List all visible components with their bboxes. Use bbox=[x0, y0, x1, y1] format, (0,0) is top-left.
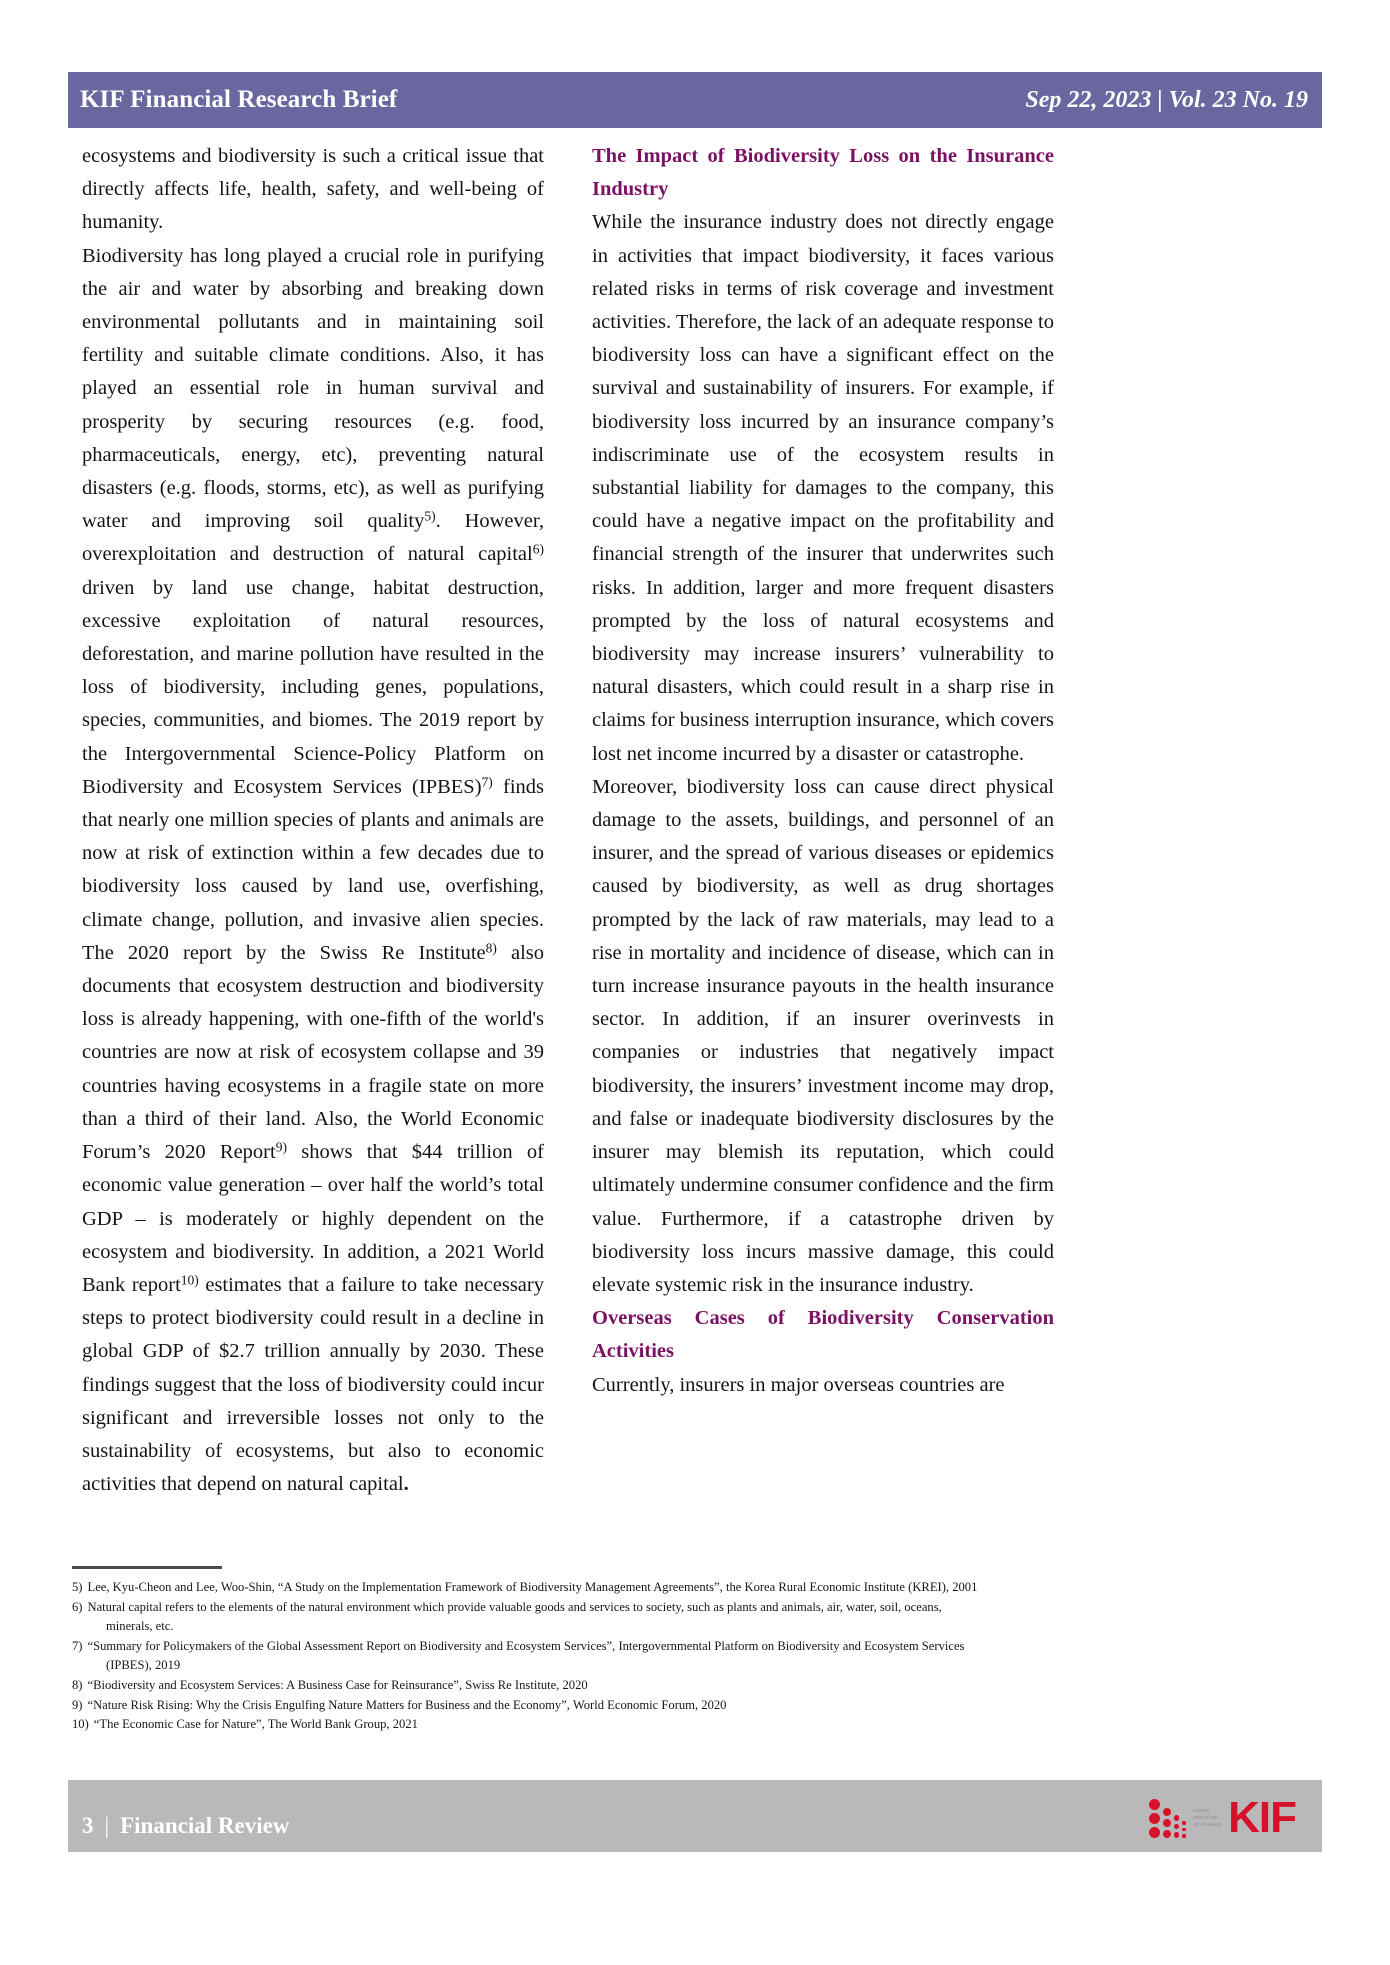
section-heading-insurance-impact: The Impact of Biodiversity Loss on the Insurance Industry bbox=[592, 145, 1054, 201]
kif-logo bbox=[1149, 1793, 1296, 1842]
paragraph-text: ecosystems and biodiversity is such a critical issue that directly affects life, health, safety, and well-being of humanity. bbox=[82, 145, 544, 234]
paragraph-biodiversity-role bbox=[82, 240, 544, 1502]
footnote-item bbox=[72, 1715, 1322, 1734]
paragraph-physical-damage: Moreover, biodiversity loss can cause direct physical damage to the assets, buildings, and personnel of an insurer, and the spread of various diseases or epidemics caused by biodiversity, as well as drug shortages prompted by the lack of raw materials, may lead to a rise in mortality and incidence of disease, which can in turn increase insurance payouts in the health insurance sector. In addition, if an insurer overinvests in companies or industries that negatively impact biodiversity, the insurers’ investment income may drop, and false or inadequate biodiversity disclosures by the insurer may blemish its reputation, which could ultimately undermine consumer confidence and the firm value. Furthermore, if a catastrophe driven by biodiversity loss incurs massive damage, this could elevate systemic risk in the insurance industry. bbox=[592, 775, 1054, 1296]
logo-dot bbox=[1174, 1832, 1180, 1838]
footnote-marker: 9) bbox=[275, 1139, 287, 1155]
logo-dot bbox=[1182, 1828, 1186, 1832]
paragraph-text: estimates that a failure to take necessary steps to protect biodiversity could result in a decline in global GDP of $2.7 trillion annually by 2030. These findings suggest that the loss of biodiversity could incur significant and irreversible losses not only to the sustainability of ecosystems, but also to economic activities that depend on natural capital bbox=[82, 1273, 544, 1496]
paragraph-text: . However, overexploitation and destruction of natural capital bbox=[82, 510, 545, 566]
footnote-list bbox=[72, 1578, 1322, 1734]
kif-dot-matrix-icon bbox=[1149, 1799, 1186, 1838]
left-column bbox=[82, 140, 544, 1501]
paragraph-text: also documents that ecosystem destruction and biodiversity loss is already happening, with one-fifth of the world's countries are now at risk of ecosystem collapse and 39 countries having ecosystems in a fragile state on more than a third of their land. Also, the World Economic Forum’s 2020 Report bbox=[82, 941, 544, 1164]
footnote-item bbox=[72, 1578, 1322, 1597]
kif-wordmark: KIF bbox=[1228, 1793, 1296, 1842]
footnote-text: “Nature Risk Rising: Why the Crisis Engulfing Nature Matters for Business and the Economy”, World Economic Forum, 2020 bbox=[87, 1697, 727, 1712]
footnote-continuation: minerals, etc. bbox=[106, 1619, 174, 1634]
dot-column bbox=[1174, 1815, 1180, 1838]
footnote-text: Natural capital refers to the elements of the natural environment which provide valuable goods and services to society, such as plants and animals, air, water, soil, oceans, bbox=[87, 1599, 942, 1614]
logo-dot bbox=[1149, 1799, 1160, 1810]
footnote-number: 7) bbox=[72, 1638, 83, 1653]
footer-publication-name: Financial Review bbox=[120, 1813, 290, 1838]
logo-dot bbox=[1174, 1815, 1180, 1821]
paragraph-text: finds that nearly one million species of plants and animals are now at risk of extinction within a few decades due to biodiversity loss caused by land use, overfishing, climate change, pollution, and invasive alien species. The 2020 report by the Swiss Re Institute bbox=[82, 775, 545, 964]
footnote-continuation: (IPBES), 2019 bbox=[106, 1658, 181, 1673]
dot-column bbox=[1163, 1808, 1171, 1838]
logo-dot bbox=[1163, 1830, 1171, 1838]
kif-microtext-line: KOREA bbox=[1193, 1808, 1210, 1813]
footnote-marker: 10) bbox=[180, 1272, 199, 1288]
logo-dot bbox=[1182, 1821, 1186, 1825]
kif-microtext-line: OF FINANCE bbox=[1193, 1822, 1223, 1827]
paragraph-text: Biodiversity has long played a crucial role in purifying the air and water by absorbing and breaking down environmental pollutants and in maintaining soil fertility and suitable climate conditions. Also, it has played an essential role in human survival and prosperity by securing resources (e.g. food, pharmaceuticals, energy, etc), preventing natural disasters (e.g. floods, storms, etc), as well as purifying water and improving soil quality bbox=[82, 244, 544, 533]
footnote-marker: 6) bbox=[532, 541, 544, 557]
footnote-item bbox=[72, 1598, 1322, 1617]
page-number: 3 bbox=[82, 1813, 94, 1838]
footnote-text: “Summary for Policymakers of the Global Assessment Report on Biodiversity and Ecosystem Services”, Intergovernmental Platform on Biodiversity and Ecosystem Services bbox=[87, 1638, 965, 1653]
logo-dot bbox=[1149, 1813, 1160, 1824]
footer-separator: | bbox=[104, 1813, 110, 1838]
paragraph-continuation bbox=[82, 140, 544, 240]
paragraph-text: driven by land use change, habitat destruction, excessive exploitation of natural resources, deforestation, and marine pollution have resulted in the loss of biodiversity, including genes, populations, species, communities, and biomes. The 2019 report by the Intergovernmental Science-Policy Platform on Biodiversity and Ecosystem Services (IPBES) bbox=[82, 576, 544, 798]
footnote-number: 9) bbox=[72, 1697, 83, 1712]
footnote-text: “Biodiversity and Ecosystem Services: A Business Case for Reinsurance”, Swiss Re Institute, 2020 bbox=[87, 1677, 588, 1692]
logo-dot bbox=[1182, 1834, 1186, 1838]
kif-microtext-line: INSTITUTE bbox=[1193, 1815, 1218, 1820]
paragraph-overseas-intro: Currently, insurers in major overseas countries are bbox=[592, 1373, 1005, 1396]
footnotes-section bbox=[72, 1566, 1322, 1735]
issue-date-volume: Sep 22, 2023 | Vol. 23 No. 19 bbox=[1025, 86, 1308, 113]
footnote-number: 10) bbox=[72, 1717, 89, 1732]
dot-column bbox=[1149, 1799, 1160, 1838]
page-footer-bar bbox=[68, 1780, 1322, 1852]
body-columns bbox=[82, 140, 1310, 1501]
paragraph-insurance-risks: While the insurance industry does not directly engage in activities that impact biodiversity, it faces various related risks in terms of risk coverage and investment activities. Therefore, the lack of an adequate response to biodiversity loss can have a significant effect on the survival and sustainability of insurers. For example, if biodiversity loss incurred by an insurance company’s indiscriminate use of the ecosystem results in substantial liability for damages to the company, this could have a negative impact on the profitability and financial strength of the insurer that underwrites such risks. In addition, larger and more frequent disasters prompted by the loss of natural ecosystems and biodiversity may increase insurers’ vulnerability to natural disasters, which could result in a sharp rise in claims for business interruption insurance, which covers lost net income incurred by a disaster or catastrophe. bbox=[592, 211, 1054, 765]
footnote-marker: 5) bbox=[424, 508, 436, 524]
logo-dot bbox=[1163, 1819, 1171, 1827]
right-column bbox=[592, 140, 1054, 1501]
footnote-number: 8) bbox=[72, 1677, 83, 1692]
kif-microtext bbox=[1192, 1808, 1223, 1828]
paragraph-text: . bbox=[403, 1473, 409, 1496]
footnote-item bbox=[72, 1637, 1322, 1656]
footnote-text: “The Economic Case for Nature”, The World Bank Group, 2021 bbox=[93, 1717, 418, 1732]
dot-column bbox=[1182, 1821, 1186, 1838]
footnote-separator-rule bbox=[72, 1566, 222, 1569]
footnote-number: 6) bbox=[72, 1599, 83, 1614]
footnote-marker: 8) bbox=[485, 940, 497, 956]
footnote-marker: 7) bbox=[481, 774, 493, 790]
section-heading-overseas-cases: Overseas Cases of Biodiversity Conservation Activities bbox=[592, 1307, 1054, 1363]
logo-dot bbox=[1149, 1827, 1160, 1838]
logo-dot bbox=[1163, 1808, 1171, 1816]
footnote-item bbox=[72, 1676, 1322, 1695]
logo-dot bbox=[1174, 1824, 1180, 1830]
paragraph-text: shows that $44 trillion of economic value generation – over half the world’s total GDP – is moderately or highly dependent on the ecosystem and biodiversity. In addition, a 2021 World Bank report bbox=[82, 1141, 544, 1296]
footnote-text: Lee, Kyu-Cheon and Lee, Woo-Shin, “A Study on the Implementation Framework of Biodiversity Management Agreements”, the Korea Rural Economic Institute (KREI), 2001 bbox=[87, 1580, 978, 1594]
publication-title: KIF Financial Research Brief bbox=[80, 86, 398, 113]
footer-page-label bbox=[82, 1813, 289, 1839]
page-header-bar bbox=[68, 72, 1322, 128]
footnote-item bbox=[72, 1696, 1322, 1715]
footnote-number: 5) bbox=[72, 1580, 83, 1594]
